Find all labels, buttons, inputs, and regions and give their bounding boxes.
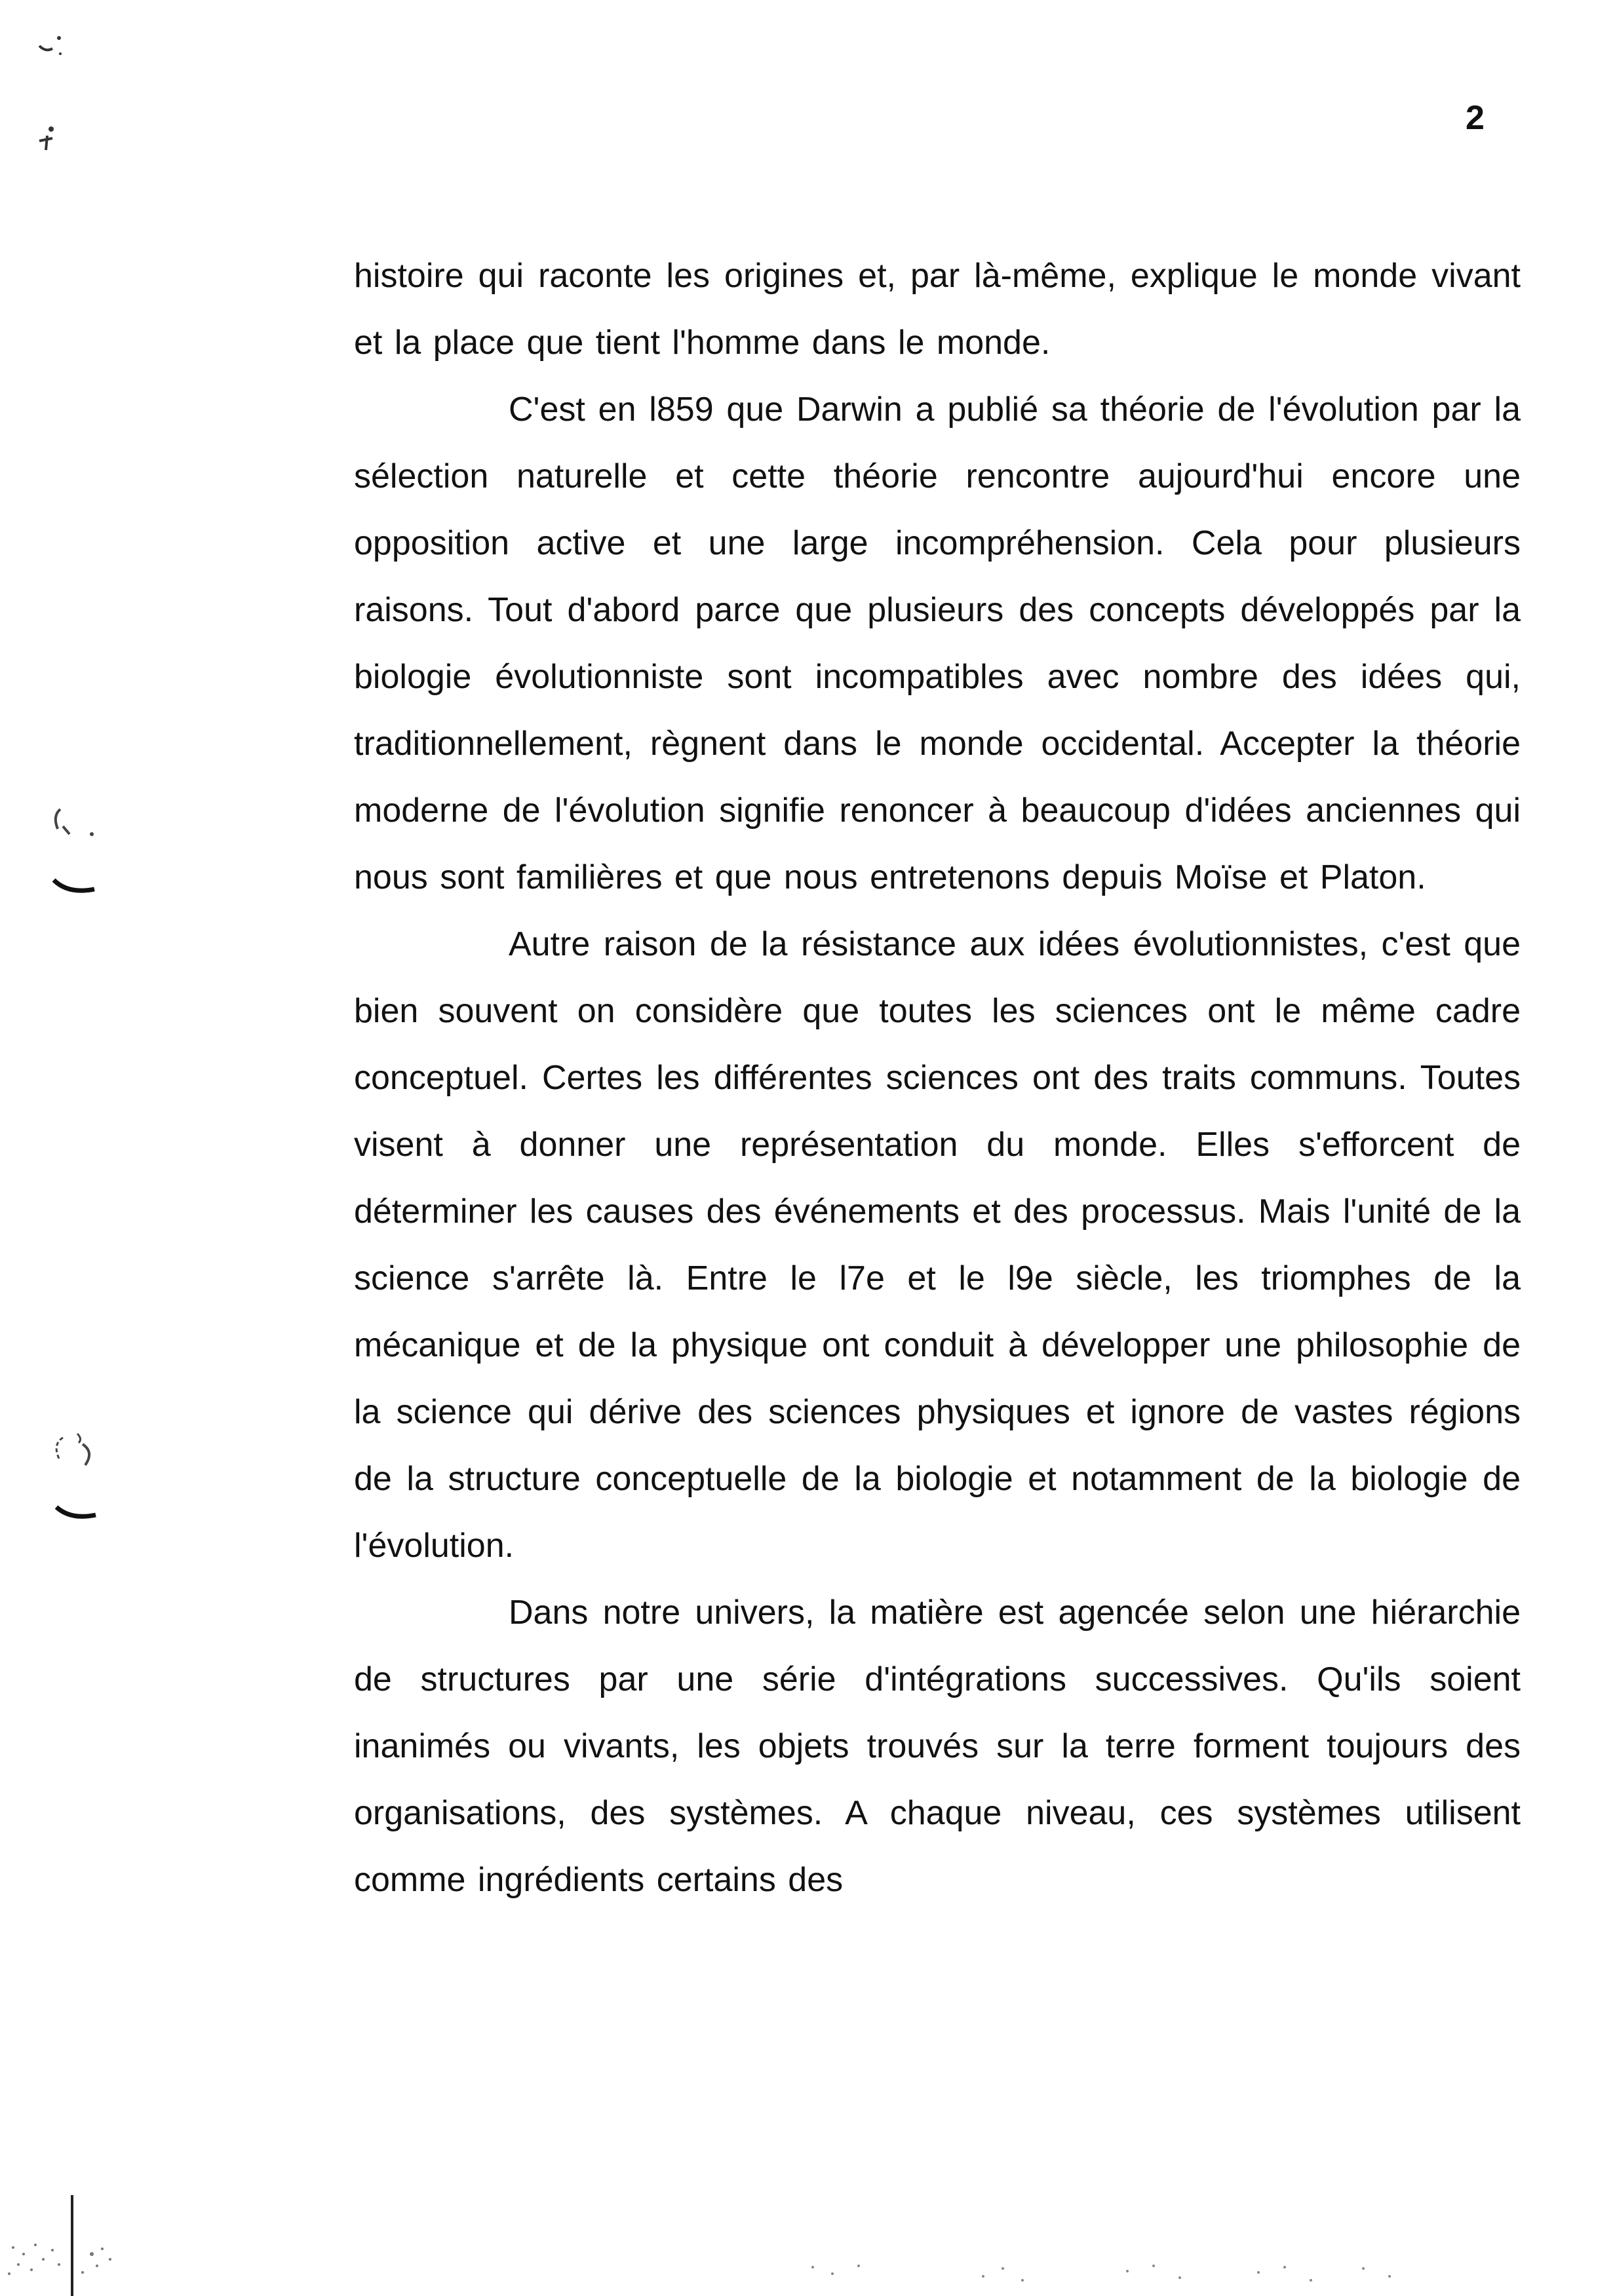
paragraph-4: Dans notre univers, la matière est agencée selon une hiérarchie de structures par une série d'intégrations successives. Qu'ils soient inanimés ou vivants, les objets trouvés sur la terre forment toujours des organisations, des systèmes. A chaque niveau, ces systèmes utilisent comme ingrédients certains des: [354, 1594, 1521, 1899]
binding-hole-mark-2: [39, 1422, 111, 1533]
scan-mark-top-2: [26, 121, 66, 161]
paragraph-2: C'est en l859 que Darwin a publié sa théorie de l'évolution par la sélection naturelle et cette théorie rencontre aujourd'hui encore une opposition active et une large incompréhension. Cela pour plusieurs raisons. Tout d'abord parce que plusieurs des concepts développés par la biologie évolutionniste sont incompatibles avec nombre des idées qui, traditionnellement, règnent dans le monde occidental. Accepter la théorie moderne de l'évolution signifie renoncer à beaucoup d'idées anciennes qui nous sont familières et que nous entretenons depuis Moïse et Platon.: [354, 391, 1521, 896]
scan-noise-bottom-left: [0, 2182, 131, 2296]
paragraph-1: histoire qui raconte les origines et, par là-même, explique le monde vivant et la place que tient l'homme dans le monde.: [354, 257, 1521, 362]
binding-hole-mark-1: [39, 803, 111, 914]
page-number: 2: [1466, 99, 1485, 137]
scan-noise-bottom-center: [787, 2254, 1442, 2296]
body-text: [354, 242, 1521, 1913]
scan-mark-top-1: [33, 26, 72, 66]
paragraph-3: Autre raison de la résistance aux idées évolutionnistes, c'est que bien souvent on considère que toutes les sciences ont le même cadre conceptuel. Certes les différentes sciences ont des traits communs. Toutes visent à donner une représentation du monde. Elles s'efforcent de déterminer les causes des événements et des processus. Mais l'unité de la science s'arrête là. Entre le l7e et le l9e siècle, les triomphes de la mécanique et de la physique ont conduit à développer une philosophie de la science qui dérive des sciences physiques et ignore de vastes régions de la structure conceptuelle de la biologie et notamment de la biologie de l'évolution.: [354, 925, 1521, 1565]
